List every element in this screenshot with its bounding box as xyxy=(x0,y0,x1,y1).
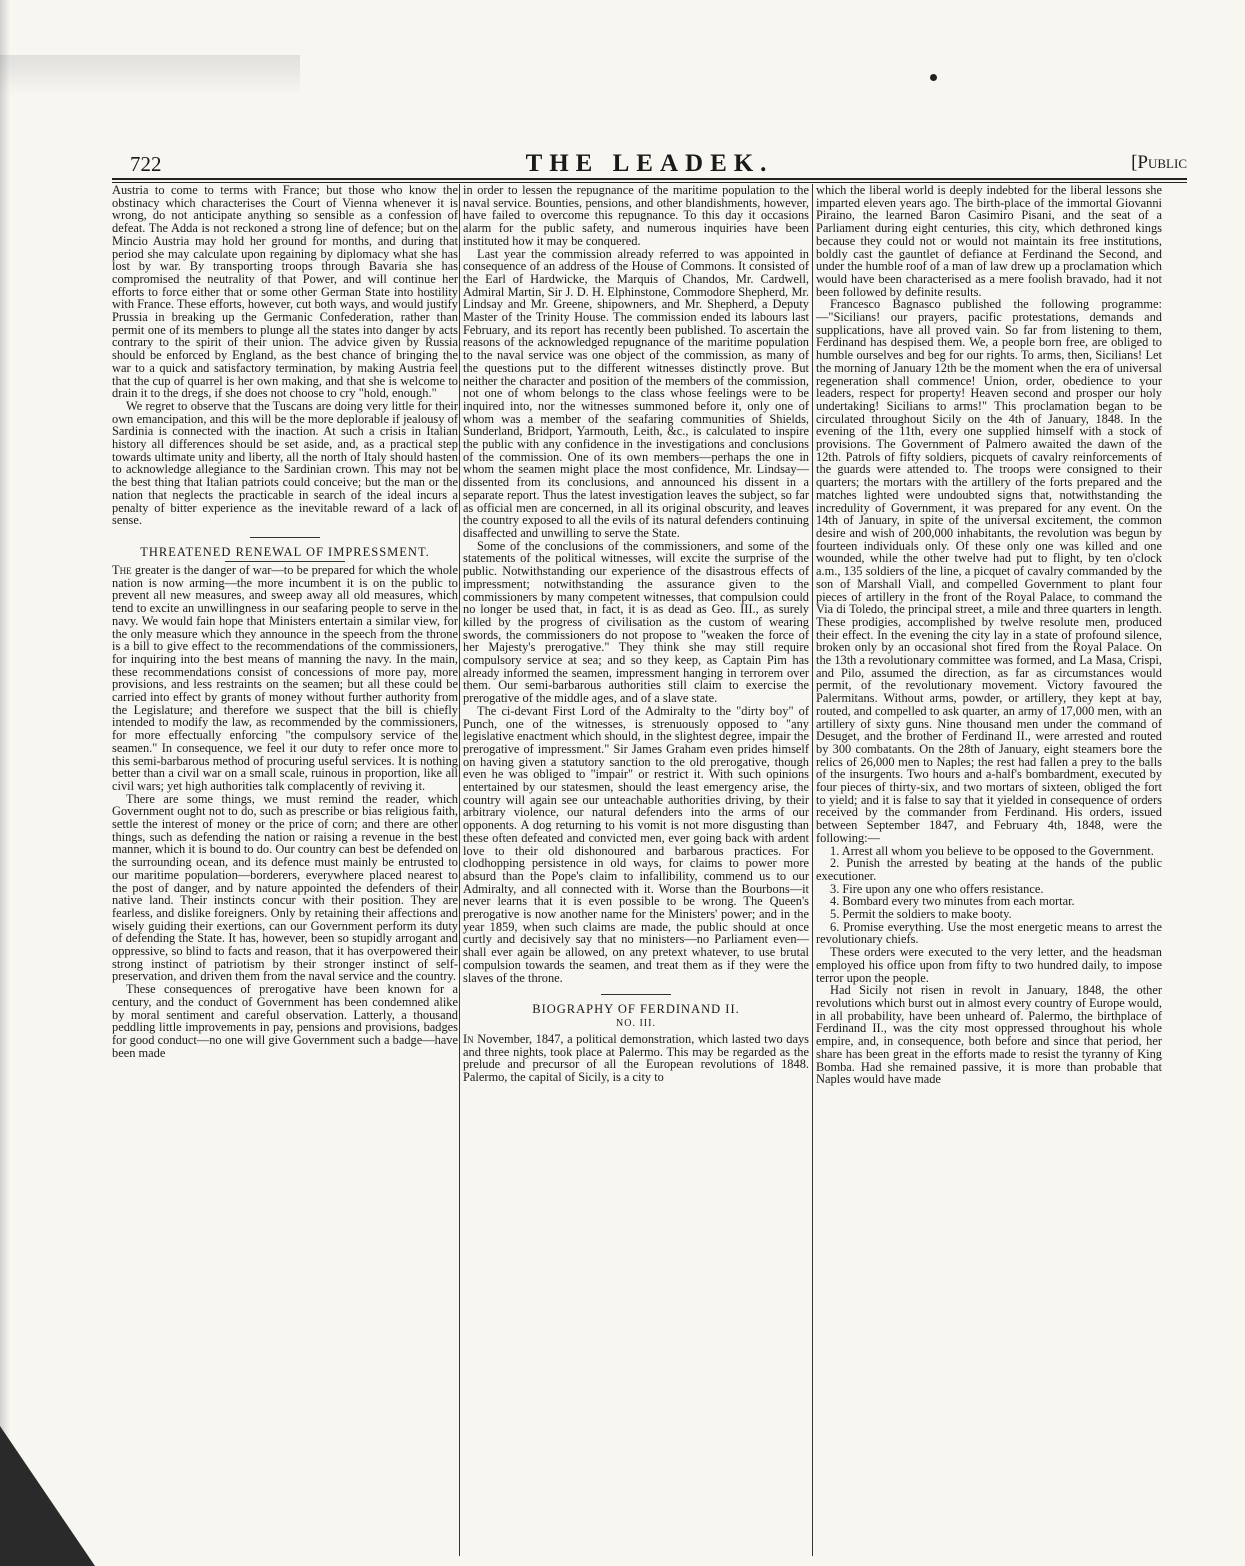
list-item: 6. Promise everything. Use the most energetic means to arrest the revolutionary chiefs. xyxy=(816,919,1162,947)
paragraph: Francesco Bagnasco published the following programme:—"Sicilians! our prayers, pacific protestations, demands and supplications, have all proved vain. So far from listening to them, Ferdinand has despised them. We, a people born free, are obliged to humble ourselves and beg for our rights. To arms, then, Sicilians! Let the morning of January 12th be the moment when the era of universal regeneration shall commence! Union, order, obedience to your leaders, respect for property! Heaven second and prosper our holy undertaking! Sicilians to arms!" This proclamation began to be circulated throughout Sicily on the 4th of January, 1848. In the evening of the 11th, every one supplied himself with a stock of provisions. The Government of Palmero awaited the dawn of the 12th. Patrols of fifty soldiers, picquets of cavalry reinforcements of the guards were attended to. The troops were consigned to their quarters; the mortars with the artillery of the forts prepared and the matches lighted were undoubted signs that, notwithstanding the incredulity of Government, it was prepared for any event. On the 14th of January, in spite of the universal excitement, the common desire and wish of 200,000 inhabitants, the revolution was begun by fourteen individuals only. Of these only one was killed and one wounded, while the other twelve had put to flight, by ten o'clock a.m., 135 soldiers of the line, a picquet of cavalry commanded by the son of Marshall Viall, and compelled Government to plant four pieces of artillery in the front of the Royal Palace, to command the Via di Toledo, the principal street, a mile and three quarters in length. These prodigies, accomplished by twelve resolute men, produced their effect. In the evening the city lay in a state of profound silence, broken only by an occasional shot fired from the Royal Palace. On the 13th a revolutionary committee was formed, and La Masa, Crispi, and Pilo, assumed the direction, as far as circumstances would permit, of the revolutionary movement. Victory favoured the Palermitans. Without arms, powder, or artillery, they kept at bay, routed, and compelled to ask quarter, an army of 17,000 men, with an artillery of sixty guns. Nine thousand men under the command of Desuget, and the brother of Ferdinand II., were arrested and routed by 300 combatants. On the 28th of January, eight steamers bore the relics of 26,000 men to Naples; the rest had fallen a prey to the balls of the insurgents. Two hours and a-half's bombardment, executed by four pieces of thirty-six, and two mortars of sixteen, obliged the fort to yield; and it is false to say that it yielded in consequence of orders received by the commander from Ferdinand. His orders, issued between September 1847, and February 4th, 1848, were the following:— xyxy=(816,297,1162,845)
article-heading-ferdinand: BIOGRAPHY OF FERDINAND II. xyxy=(532,1002,740,1017)
section-label: [Public xyxy=(1131,152,1187,173)
paragraph: Last year the commission already referred to was appointed in consequence of an address of the House of Commons. It consisted of the Earl of Hardwicke, the Marquis of Chandos, Mr. Cardwell, Admiral Martin, Sir J. D. H. Elphinstone, Commodore Shepherd, Mr. Lindsay and Mr. Greene, shipowners, and Mr. Shepherd, a Deputy Master of the Trinity House. The commission ended its labours last February, and its report has recently been published. To ascertain the reasons of the acknowledged repugnance of the maritime population to the naval service was one object of the commission, as many of the questions put to the different witnesses distinctly prove. But neither the character and position of the members of the commission, not one of whom belongs to the class whose feelings were to be inquired into, nor the witnesses summoned before it, only one of whom was a member of the seafaring communities of Shields, Sunderland, Bridport, Yarmouth, Leith, &c., is calculated to inspire the public with any confidence in the investigations and conclusions of the commission. One of its own members—perhaps the one in whom the seamen might place the most confidence, Mr. Lindsay—dissented from its conclusions, and announced his dissent in a separate report. Thus the latest investigation leaves the subject, so far as official men are concerned, in all its original obscurity, and leaves the country exposed to all the evils of its natural defenders continuing disaffected and unwilling to serve the State. xyxy=(463,246,809,540)
page-number: 722 xyxy=(130,152,162,176)
column-2 xyxy=(463,184,809,1084)
ink-dot xyxy=(930,74,937,81)
column-divider-2 xyxy=(812,184,813,1556)
article-number: NO. III. xyxy=(616,1018,656,1030)
paragraph: Some of the conclusions of the commissioners, and some of the statements of the political witnesses, will excite the surprise of the public. Notwithstanding our experience of the disastrous effects of impressment; notwithstanding the assurance given to the commissioners by many competent witnesses, that compulsion could no longer be used that, in fact, it is as dead as Geo. III., as surely killed by the progress of civilisation as the custom of wearing swords, the commissioners do not propose to "weaken the force of her Majesty's prerogative." They think she may still require compulsory service at sea; and so they keep, as Captain Pim has already informed the seamen, impressment hanging in terrorem over them. Our semi-barbarous authorities still claim to exercise the prerogative of the middle ages, and of a slave state. xyxy=(463,538,809,706)
paragraph-text: November, 1847, a political demonstration, which lasted two days and three nights, took place at Palermo. This may be regarded as the prelude and precursor of all the European revolutions of 1848. Palermo, the capital of Sicily, is a city to xyxy=(463,1032,809,1085)
separator-rule xyxy=(225,561,345,562)
scan-edge-shadow xyxy=(0,0,10,1566)
scan-top-shadow xyxy=(0,55,300,95)
lead-word: The xyxy=(112,562,132,577)
paragraph xyxy=(112,564,458,793)
list-item: 3. Fire upon any one who offers resistance. xyxy=(830,881,1044,896)
paragraph: Austria to come to terms with France; but those who know the obstinacy which characterises the Court of Vienna whenever it is wrong, do not anticipate anything so sensible as a confession of defeat. The Adda is not reckoned a strong line of defence; but on the Mincio Austria may hold her ground for months, and during that period she may calculate upon regaining by diplomacy what she has lost by war. By transporting troops through Bavaria she has compromised the neutrality of that Power, and will continue her efforts to force either that or some other German State into hostility with France. These efforts, however, cut both ways, and would justify Prussia in breaking up the Germanic Confederation, rather than permit one of its members to plunge all the states into danger by acts contrary to the spirit of their union. The advice given by Russia should be enforced by England, as the best chance of bringing the war to a quick and satisfactory termination, by making Austria feel that the cup of quarrel is her own making, and that she is welcome to drain it to the dregs, if she does not choose to cry "hold, enough." xyxy=(112,183,458,401)
lead-word: In xyxy=(463,1032,474,1046)
paragraph: There are some things, we must remind the reader, which Government ought not to do, such as prescribe or bias religious faith, settle the interest of money or the price of corn; and there are other things, such as defending the nation or raising a revenue in the best manner, which it is bound to do. Our country can best be defended on the surrounding ocean, and its defence must mainly be entrusted to our maritime population—borderers, everywhere placed nearest to the post of danger, and by nature appointed the defenders of their native land. Their instincts concur with their position. They are fearless, and dislike foreigners. Only by retaining their affections and wisely guiding their exertions, can our Government perform its duty of defending the State. It has, however, been so stupidly arrogant and oppressive, so blind to facts and reason, that it has overpowered their strong instinct of patriotism by their stronger instinct of self-preservation, and driven them from the naval service and the country. xyxy=(112,791,458,984)
list-item: 5. Permit the soldiers to make booty. xyxy=(830,907,1012,922)
paragraph: These consequences of prerogative have been known for a century, and the conduct of Government has been condemned alike by moral sentiment and careful observation. Latterly, a thousand peddling little improvements in pay, pensions and provisions, badges for good conduct—no one will give Government such a badge—have been made xyxy=(112,982,458,1060)
paragraph: Had Sicily not risen in revolt in January, 1848, the other revolutions which burst out in almost every country of Europe would, in all probability, have been unheard of. Palermo, the birthplace of Ferdinand II., was the city most oppressed throughout his whole empire, and, in consequence, both before and since that period, her share has been great in the efforts made to resist the tyranny of King Bomba. Had she remained passive, it is more than probable that Naples would have made xyxy=(816,983,1162,1087)
header-rule-thick xyxy=(112,178,1187,180)
paragraph xyxy=(463,1033,809,1084)
column-3 xyxy=(816,184,1162,1086)
paragraph: These orders were executed to the very letter, and the headsman employed his office upon from fifty to two hundred daily, to impose terror upon the people. xyxy=(816,945,1162,985)
paragraph: We regret to observe that the Tuscans are doing very little for their own emancipation, and this will be the more deplorable if jealousy of Sardinia is connected with the inaction. At such a crisis in Italian history all differences should be set aside, and, as a practical step towards ultimate unity and liberty, all the north of Italy should hasten to acknowledge allegiance to the Sardinian crown. This may not be the best thing that Italian patriots could conceive; but the man or the nation that neglects the practicable in search of the ideal incurs a penalty of bitter experience as the inevitable reward of a lack of sense. xyxy=(112,398,458,528)
paragraph: which the liberal world is deeply indebted for the liberal lessons she imparted eleven years ago. The birth-place of the immortal Giovanni Piraino, the learned Baron Casimiro Pisani, and the seat of a Parliament during eight centuries, this city, which dethroned kings because they could not or would not maintain its free institutions, boldly cast the gauntlet of defiance at Ferdinand the Second, and under the humble roof of a man of law drew up a proclamation which would have been characterised as a mere foolish bravado, had it not been followed by definite results. xyxy=(816,183,1162,299)
article-heading-impressment: THREATENED RENEWAL OF IMPRESSMENT. xyxy=(140,544,430,559)
list-item: 2. Punish the arrested by beating at the hands of the public executioner. xyxy=(816,856,1162,883)
column-1 xyxy=(112,184,458,1059)
separator-rule xyxy=(250,537,320,538)
column-divider-1 xyxy=(459,184,460,1556)
masthead-title: THE LEADEK. xyxy=(525,150,774,177)
paragraph: The ci-devant First Lord of the Admiralty to the "dirty boy" of Punch, one of the witnesses, is strenuously opposed to "any legislative enactment which should, in the slightest degree, impair the prerogative of impressment." Sir James Graham even prides himself on having given a statutory sanction to the old prerogative, though even he was obliged to "impair" or restrict it. With such opinions entertained by our statesmen, should the least emergency arise, the country will again see our unteachable authorities driving, by their arbitrary violence, our natural defenders into the arms of our opponents. A dog returning to his vomit is not more disgusting than these often defeated and convicted men, ever going back with ardent love to their old dishonoured and barbarous practices. For clodhopping persistence in old ways, for claims to power more absurd than the Pope's claim to infallibility, commend us to our Admiralty, and all connected with it. Worse than the Bourbons—it never learns that it is even possible to be wrong. The Queen's prerogative is now another name for the Ministers' power; and in the year 1859, when such claims are made, the public should at once curtly and decisively say that no ministers—no Parliament even—shall ever again be allowed, on any pretext whatever, to use brutal compulsion towards the seamen, and treat them as if they were the slaves of the throne. xyxy=(463,703,809,985)
paragraph-text: greater is the danger of war—to be prepared for which the whole nation is now arming—the more incumbent it is on the public to prevent all new measures, and sweep away all old measures, which tend to excite an unwillingness in our seafaring people to serve in the navy. We would fain hope that Ministers entertain a similar view, for the only measure which they announce in the speech from the throne is a bill to give effect to the recommendations of the commissioners, for inquiring into the best means of manning the navy. In the main, these recommendations consist of concessions of more pay, more provisions, and less restraints on the seamen; but all these could be carried into effect by grants of money without further authority from the Legislature; and therefore we suspect that the bill is chiefly intended to modify the law, as recommended by the commissioners, for more effectually enforcing "the compulsory service of the seamen." In consequence, we feel it our duty to refer once more to this semi-barbarous method of procuring useful services. It is nothing better than a civil war on a small scale, ruinous in proportion, like all civil wars; yet high authorities talk complacently of reviving it. xyxy=(112,562,458,793)
separator-rule xyxy=(601,994,671,995)
scan-corner-shadow xyxy=(0,1426,95,1566)
orders-list xyxy=(816,845,1162,947)
paragraph: in order to lessen the repugnance of the maritime population to the naval service. Bounties, pensions, and other blandishments, however, have failed to overcome this repugnance. To this day it occasions alarm for the public safety, and numerous inquiries have been instituted how it may be conquered. xyxy=(463,183,809,248)
list-item: 1. Arrest all whom you believe to be opposed to the Government. xyxy=(830,843,1154,858)
list-item: 4. Bombard every two minutes from each mortar. xyxy=(830,894,1075,909)
